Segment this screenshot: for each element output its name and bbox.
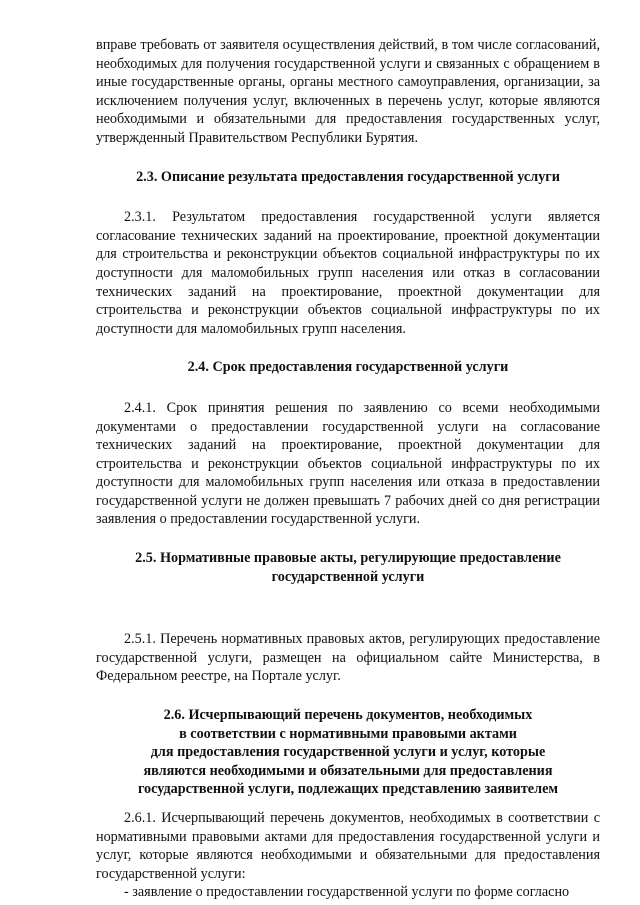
paragraph-2-4-1: 2.4.1. Срок принятия решения по заявлению со всеми необходимыми документами о предоставлении государственной услуги на согласование технических заданий на проектирование, проектной документации для строительства и реконструкции объектов социальной инфраструктуры по их доступности для маломобильных групп населения или отказа в предоставлении государственной услуги не должен превышать 7 рабочих дней со дня регистрации заявления о предоставлении государственной услуги. (96, 399, 600, 528)
section-heading-2-3-text: 2.3. Описание результата предоставления государственной услуги (136, 168, 560, 185)
section-heading-2-5-line2: государственной услуги (271, 568, 425, 585)
section-heading-2-4 (96, 358, 600, 377)
paragraph-2-3-1: 2.3.1. Результатом предоставления государственной услуги является согласование технических заданий на проектирование, проектной документации для строительства и реконструкции объектов социальной инфраструктуры по их доступности для маломобильных групп населения или отказ в согласовании технических заданий на проектирование, проектной документации для строительства и реконструкции объектов социальной инфраструктуры по их доступности для маломобильных групп населения. (96, 209, 600, 337)
section-heading-2-4-text: 2.4. Срок предоставления государственной услуги (187, 359, 509, 376)
intro-paragraph: вправе требовать от заявителя осуществления действий, в том числе согласований, необходимых для получения государственной услуги и связанных с обращением в иные государственные органы, органы местного самоуправления, организации, за исключением получения услуг, включенных в перечень услуг, которые являются необходимыми и обязательными для предоставления государственных услуг, утвержденный Правительством Республики Бурятия. (96, 37, 600, 146)
section-heading-2-6-line5: государственной услуги, подлежащих представлению заявителем (137, 781, 559, 798)
section-heading-2-3 (96, 168, 600, 187)
paragraph-2-5-1: 2.5.1. Перечень нормативных правовых актов, регулирующих предоставление государственной услуги, размещен на официальном сайте Министерства, в Федеральном реестре, на Портале услуг. (96, 631, 600, 685)
section-heading-2-6-line3: для предоставления государственной услуги и услуг, которые (150, 744, 546, 761)
section-heading-2-6-line1: 2.6. Исчерпывающий перечень документов, необходимых (163, 707, 533, 724)
list-item-1: - заявление о предоставлении государственной услуги по форме согласно (124, 884, 570, 901)
section-heading-2-6-line4: являются необходимыми и обязательными для предоставления (143, 762, 553, 779)
section-heading-2-6 (96, 706, 600, 799)
document-page (96, 36, 600, 902)
section-heading-2-5 (96, 549, 600, 586)
section-heading-2-6-line2: в соответствии с нормативными правовыми актами (179, 725, 517, 742)
section-heading-2-5-line1: 2.5. Нормативные правовые акты, регулирующие предоставление (135, 550, 561, 567)
paragraph-2-6-1: 2.6.1. Исчерпывающий перечень документов, необходимых в соответствии с нормативными правовыми актами для предоставления государственной услуги и услуг, которые являются необходимыми и обязательными для предоставления государственной услуги: (96, 810, 600, 882)
